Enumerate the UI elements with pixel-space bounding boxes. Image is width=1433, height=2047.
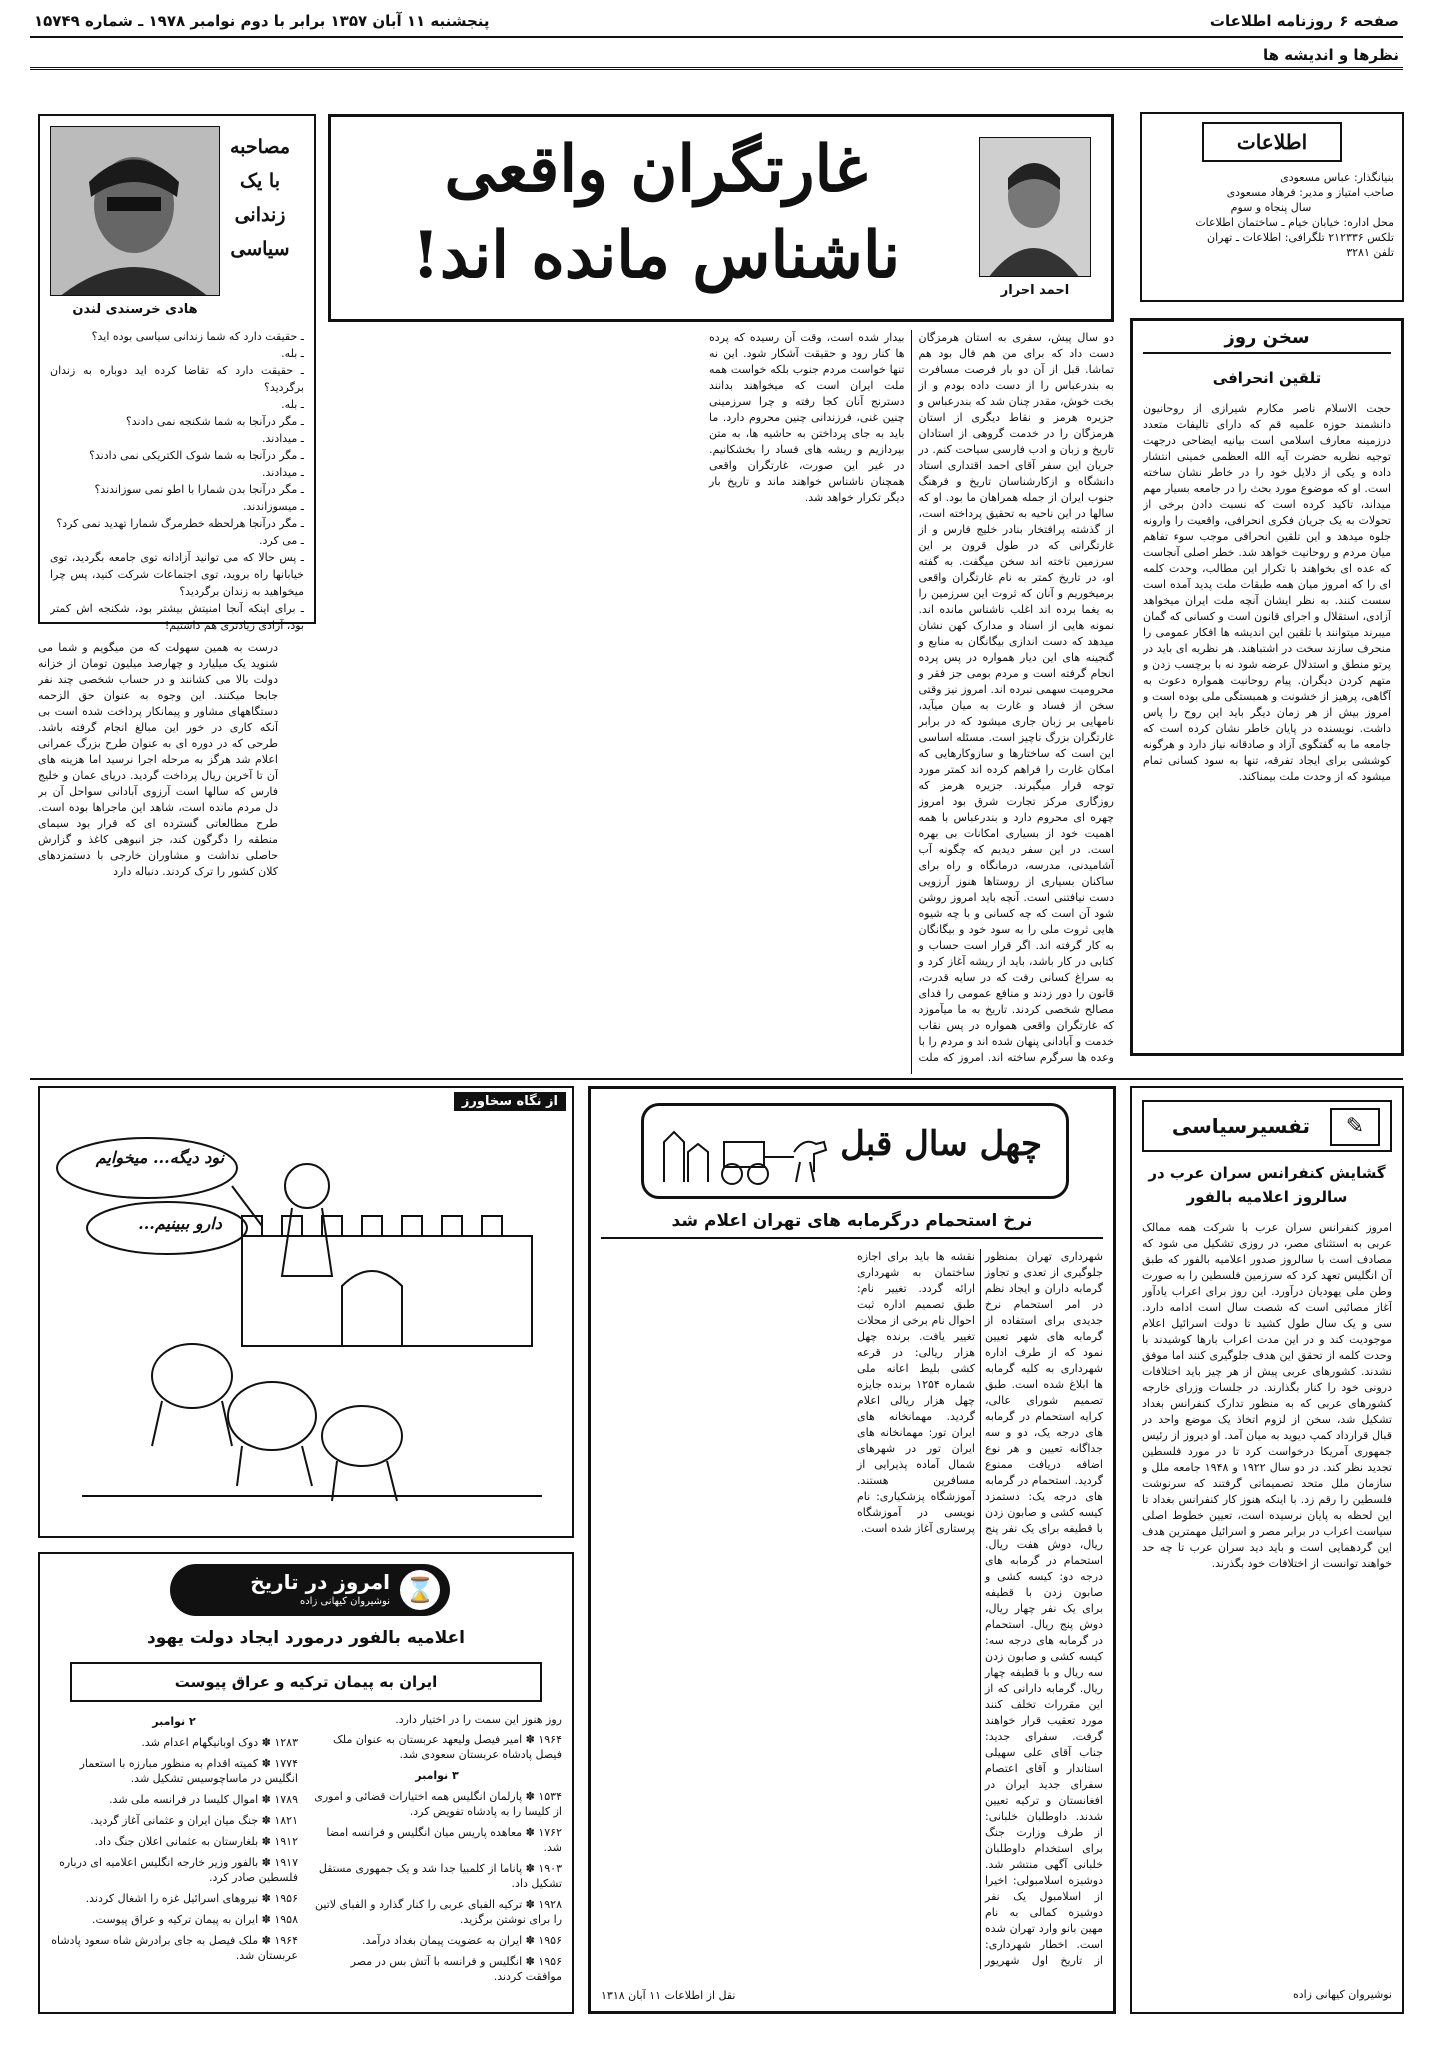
interview-line: ـ پس حالا که می توانید آزادانه توی جامعه بگردید، توی خیابانها راه بروید، توی اجتماعات شرکت کنید، پس چرا میخواهید به زندان برگردید؟	[50, 551, 304, 598]
interview-author: هادی خرسندی لندن	[72, 302, 198, 317]
tafsir-headline-2: سالروز اعلامیه بالفور	[1186, 1188, 1348, 1206]
cartoon-bubble-1: نود دیگه... میخوایم	[95, 1148, 225, 1167]
interview-title-line: مصاحبه	[229, 136, 291, 158]
history-item: ۱۹۵۶ ✽ نیروهای اسرائیل غزه را اشغال کردند.	[85, 1892, 298, 1905]
history-item: ۱۷۷۴ ✽ کمیته اقدام به منظور مبارزه با استعمار انگلیس در ماساچوسیس تشکیل شد.	[79, 1757, 298, 1785]
sokhan-rooz-subtitle: تلقین انحرافی	[1212, 369, 1322, 387]
history-heading: ۳ نوامبر	[415, 1769, 459, 1782]
section-title: نظرها و اندیشه ها	[1262, 46, 1399, 64]
emrooz-headline: اعلامیه بالفور درمورد ایجاد دولت یهود	[147, 1628, 465, 1648]
tafsir-body: امروز کنفرانس سران عرب با شرکت همه ممالک عربی به استثنای مصر، در روزی تشکیل می شود که مصادف است با سالروز صدور اعلامیه بالفور که طبق آن انگلیس تعهد کرد که سرزمین فلسطین را به صورت وطن ملی یهودیان درآورد. این روز برای اعراب یادآور آغاز مصائبی است که شصت سال است ادامه دارد. سی و یک سال طول کشید تا دولت اسرائیل اعلام موجودیت کند و در این مدت اعراب بارها کوشیدند با وحدت کلمه از تحقق این هدف جلوگیری کنند اما موفق نشدند. کشورهای عربی پیش از هر چیز باید اختلافات درونی خود را کنار بگذارند. در جلسات وزرای خارجه کشورهای عربی که به منظور تدارک کنفرانس بغداد تشکیل شد، سخن از لزوم اتخاذ یک موضع واحد در قبال قرارداد کمپ دیوید به میان آمد. او دیروز از رئیس جمهوری آمریکا درخواست کرد تا در مورد فلسطین تجدید نظر کند. در دو سال ۱۹۲۲ و ۱۹۴۸ جامعه ملل و سازمان ملل متحد تصمیماتی گرفتند که سرنوشت فلسطین را رقم زد. با اینکه هنوز کار کنفرانس بغداد تا این لحظه به پایان نرسیده است، تعیین خطوط اصلی سیاست اعراب در برابر مصر و اسرائیل مهمترین هدف این گردهمایی است و باید دید سران عرب تا چه حد خواهند توانست از اختلافات خود بگذرند.	[1142, 1221, 1392, 1570]
history-item: ۱۹۲۸ ✽ ترکیه الفبای عربی را کنار گذارد و الفبای لاتین را برای نوشتن برگزید.	[315, 1898, 562, 1926]
issue-date: پنجشنبه ۱۱ آبان ۱۳۵۷ برابر با دوم نوامبر ۱۹۷۸ ـ شماره ۱۵۷۴۹	[34, 12, 490, 30]
masthead-line: صاحب امتیاز و مدیر: فرهاد مسعودی	[1226, 186, 1394, 199]
history-item: ۱۹۶۴ ✽ امیر فیصل ولیعهد عربستان به عنوان ملک فیصل پادشاه عربستان سعودی شد.	[332, 1733, 562, 1761]
history-item: ۱۹۵۶ ✽ انگلیس و فرانسه با آتش بس در مصر موافقت کردند.	[350, 1955, 562, 1983]
masthead-line: سال پنجاه و سوم	[1230, 201, 1312, 214]
masthead-logo: اطلاعات	[1202, 122, 1342, 162]
interviewee-portrait-icon	[50, 127, 219, 296]
history-item: ۱۹۵۸ ✽ ایران به پیمان ترکیه و عراق پیوست.	[92, 1913, 298, 1926]
interview-dialog	[50, 328, 304, 634]
cartoon-bubble-2: دارو ببینیم...	[138, 1214, 222, 1233]
emrooz-left-col	[50, 1714, 298, 1969]
emrooz-intro: روز هنوز این سمت را در اختیار دارد.	[395, 1713, 562, 1726]
emrooz-right-col	[312, 1732, 562, 1990]
sokhan-rooz-title: سخن روز	[1143, 327, 1391, 354]
masthead-line: تلکس ۲۱۲۳۳۶ تلگرافی: اطلاعات ـ تهران	[1207, 231, 1394, 244]
left-continued-article: درست به همین سهولت که من میگویم و شما می شنوید یک میلیارد و چهارصد میلیون تومان از خزانه دولت بالا می کشانند و در حساب شخصی چند نفر جابجا میکنند. این وجوه به عنوان حق الزحمه دستگاههای مشاور و پیمانکار پرداخت شده است بی آنکه کاری در خور این مبالغ انجام گرفته باشد. طرحی که در دوره ای به عنوان طرح بزرگ عمرانی اعلام شد هرگز به مرحله اجرا نرسید اما هزینه های آن تا آخرین ریال پرداخت گردید. دریای عمان و خلیج فارس که سالها است آرزوی آبادانی سواحل آن بر دل مردم مانده است، شاهد این ماجراها بوده است. طرح مطالعاتی گسترده ای که قرار بود سیمای منطقه را دگرگون کند، جز انبوهی کاغذ و گزارش حاصلی نداشت و مشاوران خارجی با دستمزدهای کلان کشور را ترک کردند. دنباله دارد	[38, 641, 278, 878]
paper-name: روزنامه اطلاعات	[1209, 12, 1333, 30]
interview-line: ـ مگر درآنجا به شما شوک الکتریکی نمی دادند؟	[89, 449, 304, 462]
masthead-line: تلفن ۳۲۸۱	[1346, 246, 1394, 259]
emrooz-byline: نوشیروان کیهانی زاده	[299, 1596, 390, 1607]
interview-line: ـ میدادند.	[262, 432, 304, 445]
tafsir-box	[1130, 1086, 1404, 2014]
history-item: ۱۹۱۷ ✽ بالفور وزیر خارجه انگلیس اعلامیه ای درباره فلسطین صادر کرد.	[59, 1856, 298, 1884]
interview-line: ـ حقیقت دارد که شما زندانی سیاسی بوده اید؟	[91, 330, 304, 343]
masthead-box	[1140, 112, 1404, 302]
chehel-sal-title: چهل سال قبل	[840, 1124, 1042, 1164]
masthead-line: محل اداره: خیابان خیام ـ ساختمان اطلاعات	[1195, 216, 1394, 229]
sokhan-rooz-body: حجت الاسلام ناصر مکارم شیرازی از روحانیون دانشمند حوزه علمیه قم که دارای تالیفات متعدد درزمینه معارف اسلامی است بیانیه ایضاحی درجهت توجیه نظریه حضرت آیه الله العظمی خمینی انتشار داده و یکی از دلایل خود را در خاطر نشان ساخته است. او که موضوع مورد بحث را در جامعه بسیار مهم میداند، تاکید کرده است که نسبت دادن برخی از تحولات به یک جریان فکری انحرافی، واقعیت را وارونه جلوه میدهد و این تلقین انحرافی موجب سوء تفاهم میان مردم و روحانیت خواهد شد. خطر اصلی آنجاست که عده ای بخواهند با تکرار این مطالب، وحدت کلمه ای را که امروز میان همه طبقات ملت پدید آمده است سست کنند. به نظر ایشان آنچه ملت ایران میخواهد آزادی، استقلال و اجرای قانون است و کسانی که گمان میبرند میتوانند با تلقین این اندیشه ها افکار عمومی را منحرف سازند سخت در اشتباهند. هر نظریه ای باید در پرتو منطق و استدلال عرضه شود نه با برچسب زدن و متهم کردن دیگران. پیام روحانیت همواره دعوت به آگاهی، پرهیز از خشونت و همبستگی ملی بوده است و امروز بیش از هر زمان دیگر باید این روح را پاس داشت. نویسنده در پایان خاطر نشان کرده است که جامعه ما به گفتگوی آزاد و صادقانه نیاز دارد و هرگونه کوششی برای ایجاد تفرقه، تنها به سود کسانی تمام میشود که از وحدت ملت بیمناکند.	[1143, 402, 1391, 783]
page-label: صفحه ۶	[1339, 12, 1399, 30]
interview-line: ـ برای اینکه آنجا امنیتش بیشتر بود، شکنجه اش کمتر بود، آزادی زیادتری هم داشتیم!	[50, 602, 304, 632]
history-item: ۱۷۸۹ ✽ اموال کلیسا در فرانسه ملی شد.	[109, 1793, 298, 1806]
chehel-sal-body: شهرداری تهران بمنظور جلوگیری از تعدی و تجاوز گرمابه داران و ایجاد نظم در امر استحمام نرخ جدیدی برای استفاده از گرمابه های شهر تعیین نمود که از طرف اداره شهرداری به کلیه گرمابه ها ابلاغ شده است. طبق تصمیم شورای عالی، کرایه استحمام در گرمابه های درجه یک، دو و سه جداگانه تعیین و هر نوع اضافه دریافت ممنوع گردید. استحمام در گرمابه های درجه یک: دستمزد کیسه کشی و صابون زدن با قطیفه برای یک نفر پنج ریال، دوش هفت ریال. استحمام در گرمابه های درجه دو: کیسه کشی و صابون زدن با قطیفه برای یک نفر چهار ریال، دوش پنج ریال. استحمام در گرمابه های درجه سه: کیسه کشی و صابون زدن سه ریال و با قطیفه چهار ریال. گرمابه دارانی که از این مقررات تخلف کنند مورد تعقیب قرار خواهند گرفت. سفرای جدید: جناب آقای علی سهیلی استاندار و آقای اعتصام سفرای جدید ایران در افغانستان و ترکیه تعیین شدند. داوطلبان خلبانی: از طرف وزارت جنگ برای استخدام داوطلبان خلبانی آگهی منتشر شد. دوشیزه اسلامبولی: اخیرا از اسلامبول یک نفر دوشیزه کمالی به نام مهین بانو وارد تهران شده است. اخطار شهرداری: از تاریخ اول شهریور نقشه ها باید برای اجازه ساختمان به شهرداری ارائه گردد. تغییر نام: طبق تصمیم اداره ثبت احوال نام برخی از محلات تغییر یافت. برنده چهل هزار ریالی: در قرعه کشی بلیط اعانه ملی شماره ۱۲۵۴ برنده جایزه چهل هزار ریالی اعلام گردید. مهمانخانه های ایران تور: مهمانخانه های ایران تور در شهرهای شمال آماده پذیرایی از مسافرین هستند. آموزشگاه پزشکیاری: نام نویسی در آموزشگاه پرستاری آغاز شده است.	[857, 1250, 1103, 1967]
history-item: ۱۵۳۴ ✽ پارلمان انگلیس همه اختیارات قضائی و اموری از کلیسا را به پادشاه تفویض کرد.	[314, 1790, 562, 1818]
page-header	[30, 8, 1403, 38]
emrooz-banner	[170, 1564, 450, 1616]
carriage-icon	[654, 1112, 844, 1192]
author-photo	[979, 137, 1091, 277]
main-article-body: دو سال پیش، سفری به استان هرمزگان دست داد که برای من هم فال بود هم تماشا. قبل از آن دو بار فرصت مسافرت به بندرعباس را از دست داده بودم و از بخت خوش، مقدر چنان شد که بندرعباس و جزیره هرمز و نقاط دیگری از استان هرمزگان را در خدمت گروهی از استادان تاریخ و زبان و ادب فارسی سیاحت کنم. در جریان این سفر آقای احمد اقتداری استاد دانشگاه و ازکارشناسان تاریخ و فرهنگ جنوب ایران از جمله همراهان ما بود. او که سالها در این ناحیه به تحقیق پرداخته است، از گذشته پرافتخار بنادر خلیج فارس و از غارتگرانی که در طول قرون بر این سرزمین تاخته اند سخن میگفت. به گفته او، در تاریخ کمتر به نام غارتگران واقعی برمیخوریم و آنان که ثروت این سرزمین را به یغما برده اند اغلب ناشناس مانده اند. نمونه هایی از اسناد و مدارک کهن نشان میدهد که دست اندازی بیگانگان به منابع و گنجینه های این دیار همواره در پس پرده انجام گرفته است و مردم بومی جز فقر و محرومیت سهمی نبرده اند. امروز نیز وقتی سخن از فساد و غارت به میان میآید، نامهایی بر زبان جاری میشود که در برابر غارتگران بزرگ ناچیز است. مسئله اساسی این است که ساختارها و سازوکارهایی که امکان غارت را فراهم کرده اند کمتر مورد توجه قرار میگیرند. جزیره هرمز که روزگاری مرکز تجارت شرق بود امروز چهره ای محروم دارد و بندرعباس با همه اهمیت خود از بسیاری امکانات بی بهره است. در این سفر دیدیم که چگونه آب آشامیدنی، مدرسه، درمانگاه و راه برای ساکنان بسیاری از روستاها هنوز آرزویی دست نیافتنی است. آنچه باید امروز روشن شود آن است که چه کسانی و با چه شیوه هایی ثروت ملی را به سود خود و بیگانگان به کار گرفته اند. اگر قرار است حساب و کتابی در کار باشد، باید از ریشه آغاز کرد و به سراغ کسانی رفت که در سایه قدرت، قانون را دور زدند و منافع عمومی را فدای مصالح شخصی کردند. تاریخ به ما میآموزد که غارتگران واقعی همواره در پس نقاب خدمت و آبادانی پنهان شده اند و مردم را با وعده ها سرگرم ساخته اند. امروز که ملت بیدار شده است، وقت آن رسیده که پرده ها کنار رود و حقیقت آشکار شود. این نه تنها خواست مردم جنوب بلکه خواست همه ملت ایران است که میخواهند بدانند دسترنج آنان کجا رفته و چرا سرزمینی چنین غنی، فرزندانی چنین محروم دارد. ما باید به جای پرداختن به حاشیه ها، به متن بپردازیم و ریشه های فساد را بخشکانیم. در غیر این صورت، غارتگران واقعی همچنان ناشناس خواهند ماند و تاریخ بار دیگر تکرار خواهد شد.	[709, 331, 1114, 1064]
history-item: ۱۹۵۶ ✽ ایران به عضویت پیمان بغداد درآمد.	[362, 1934, 562, 1947]
interview-line: ـ حقیقت دارد که تقاضا کرده اید دوباره به زندان برگردید؟	[50, 364, 304, 394]
tafsir-author: نوشیروان کیهانی زاده	[1292, 1988, 1392, 2001]
chehel-sal-headline: نرخ استحمام درگرمابه های تهران اعلام شد	[601, 1211, 1103, 1239]
tafsir-headline-1: گشایش کنفرانس سران عرب در	[1148, 1164, 1386, 1182]
interview-photo	[50, 126, 220, 296]
interview-title-line: با یک	[240, 170, 280, 192]
cartoon-illustration	[42, 1116, 572, 1536]
history-item: ۱۲۸۳ ✽ دوک اوبانیگهام اعدام شد.	[141, 1736, 298, 1749]
history-item: ۱۹۱۲ ✽ بلغارستان به عثمانی اعلان جنگ داد.	[94, 1835, 298, 1848]
masthead-line: بنیانگذار: عباس مسعودی	[1280, 171, 1394, 184]
interview-title-line: سیاسی	[230, 238, 290, 260]
author-name: احمد احرار	[1000, 283, 1070, 298]
headline-line-2: ناشناس مانده اند!	[411, 218, 901, 293]
interview-line: ـ میدادند.	[262, 466, 304, 479]
emrooz-box-text: ایران به پیمان ترکیه و عراق پیوست	[70, 1662, 542, 1702]
chehel-sal-banner	[641, 1103, 1069, 1199]
interview-line: ـ بله.	[281, 347, 304, 360]
interview-box	[38, 114, 316, 632]
document-icon: ✎	[1330, 1108, 1380, 1146]
headline-line-1: غارتگران واقعی	[444, 132, 868, 207]
interview-line: ـ مگر درآنجا بدن شمارا با اطو نمی سوزاندند؟	[94, 483, 304, 496]
interview-title-line: زندانی	[234, 204, 286, 226]
cartoon-box	[38, 1086, 574, 1538]
sokhan-rooz-box	[1130, 318, 1404, 1056]
emrooz-box	[38, 1552, 574, 2014]
interview-line: ـ مگر درآنجا به شما شکنجه نمی دادند؟	[125, 415, 304, 428]
tafsir-title: تفسیرسیاسی	[1171, 1114, 1310, 1138]
history-heading: ۲ نوامبر	[152, 1715, 196, 1728]
history-item: ۱۹۰۳ ✽ پاناما از کلمبیا جدا شد و یک جمهوری مستقل تشکیل داد.	[318, 1862, 562, 1890]
masthead-info	[1148, 170, 1394, 260]
main-article-headline-box	[328, 114, 1114, 322]
interview-line: ـ می کرد.	[259, 534, 304, 547]
history-item: ۱۸۲۱ ✽ جنگ میان ایران و عثمانی آغاز گردید.	[90, 1814, 298, 1827]
interview-line: ـ مگر درآنجا هرلحظه خطرمرگ شمارا تهدید نمی کرد؟	[56, 517, 304, 530]
emrooz-title: امروز در تاریخ	[250, 1570, 390, 1594]
section-bar	[30, 40, 1403, 70]
history-item: ۱۹۶۴ ✽ ملک فیصل به جای برادرش شاه سعود پادشاه عربستان شد.	[51, 1934, 298, 1962]
chehel-sal-box	[588, 1086, 1116, 2014]
divider	[30, 1078, 1403, 1080]
tafsir-banner	[1142, 1100, 1392, 1152]
cartoon-source: از نگاه سخاورز	[454, 1092, 566, 1111]
interview-line: ـ بله.	[281, 398, 304, 411]
chehel-sal-source: نقل از اطلاعات ۱۱ آبان ۱۳۱۸	[601, 1989, 736, 2002]
hourglass-icon: ⌛	[400, 1570, 440, 1610]
author-portrait-icon	[979, 138, 1090, 277]
history-item: ۱۷۶۲ ✽ معاهده پاریس میان انگلیس و فرانسه امضا شد.	[326, 1826, 562, 1854]
interview-line: ـ میسوزاندند.	[243, 500, 304, 513]
interview-title	[218, 130, 302, 266]
